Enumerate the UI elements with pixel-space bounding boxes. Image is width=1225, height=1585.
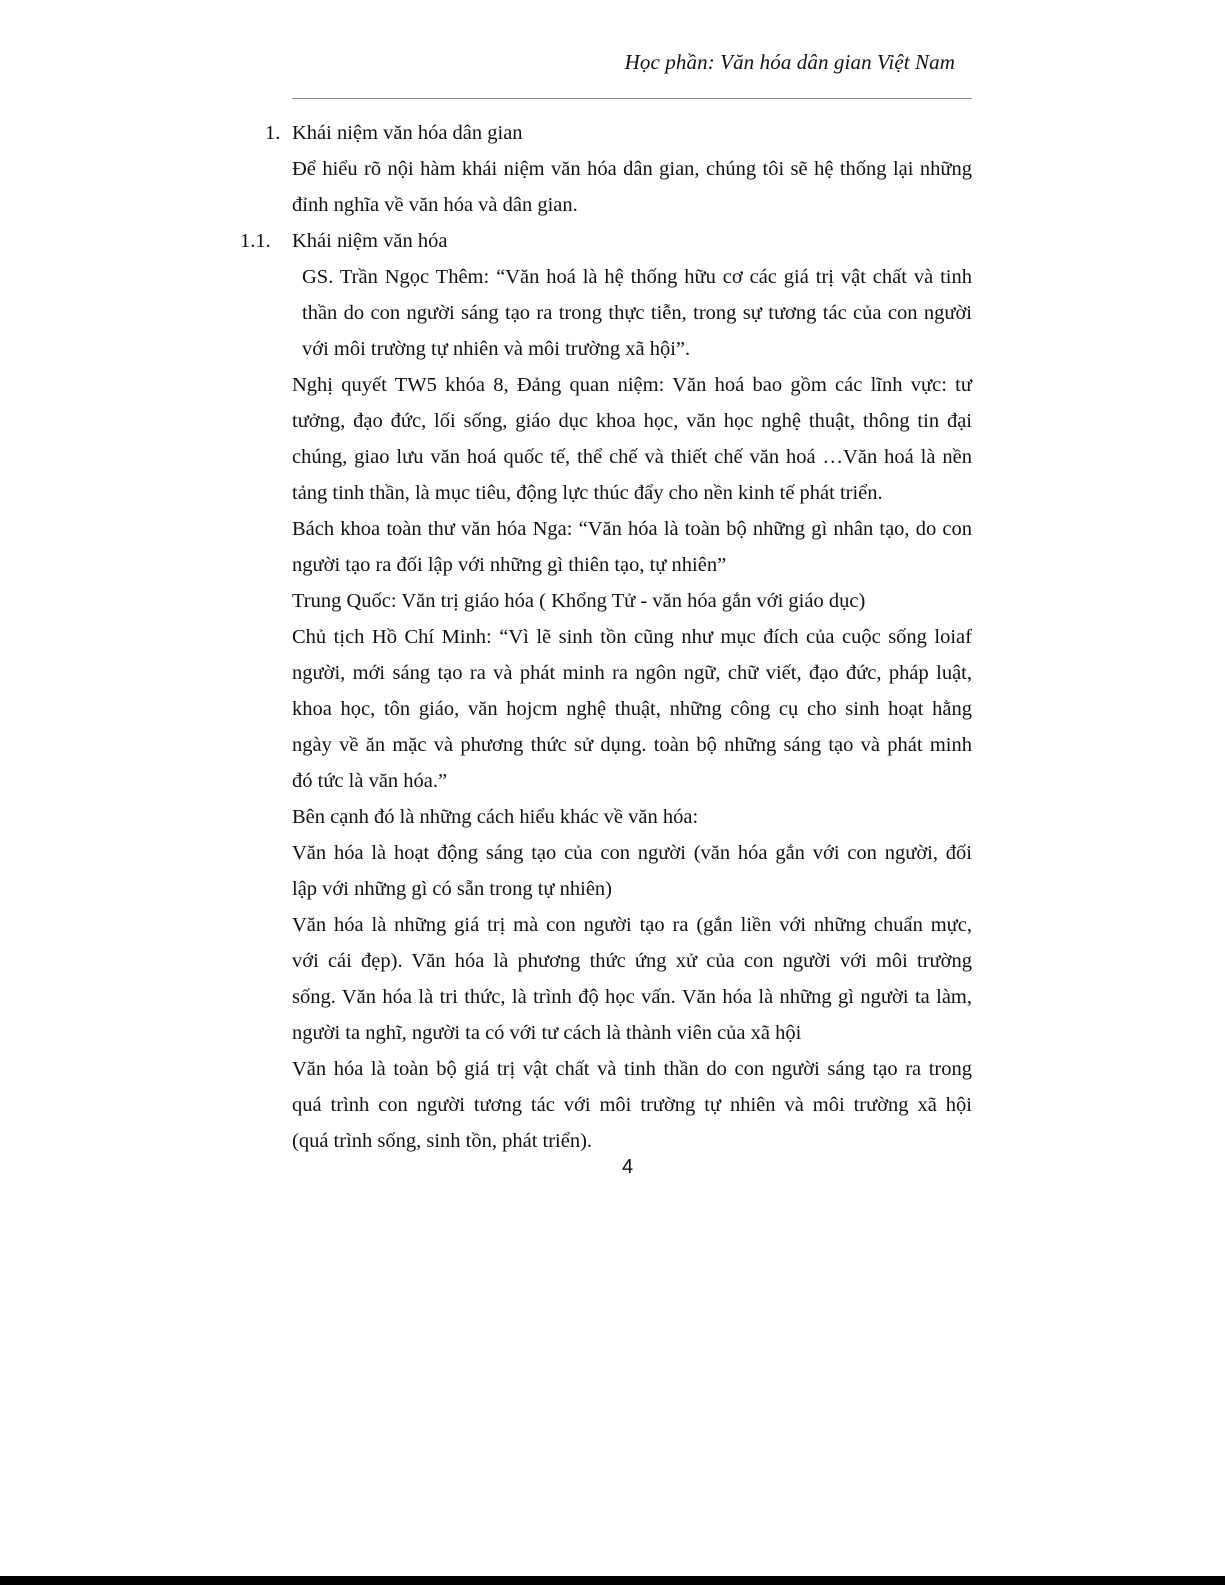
- text-line: Bách khoa toàn thư văn hóa Nga: “Văn hóa là toàn bộ những gì nhân tạo, do con: [292, 518, 972, 540]
- text-line: với cái đẹp). Văn hóa là phương thức ứng xử của con người với môi trường: [292, 950, 972, 972]
- text-line: người ta nghĩ, người ta có với tư cách là thành viên của xã hội: [292, 1022, 802, 1044]
- text-line: quá trình con người tương tác với môi trường tự nhiên và môi trường xã hội: [292, 1094, 972, 1116]
- text-line: tảng tinh thần, là mục tiêu, động lực thúc đẩy cho nền kinh tế phát triển.: [292, 482, 883, 504]
- text-line: đỉnh nghĩa về văn hóa và dân gian.: [292, 194, 578, 216]
- text-line: người, mới sáng tạo ra và phát minh ra ngôn ngữ, chữ viết, đạo đức, pháp luật,: [292, 662, 972, 684]
- section-number: 1.: [265, 122, 281, 144]
- text-line: với môi trường tự nhiên và môi trường xã hội”.: [302, 338, 691, 360]
- section-heading: Khái niệm văn hóa dân gian: [292, 122, 523, 144]
- text-line: Văn hóa là những giá trị mà con người tạo ra (gắn liền với những chuẩn mực,: [292, 914, 972, 936]
- text-line: GS. Trần Ngọc Thêm: “Văn hoá là hệ thống hữu cơ các giá trị vật chất và tinh: [302, 266, 972, 288]
- text-line: lập với những gì có sẵn trong tự nhiên): [292, 878, 613, 900]
- text-line: Trung Quốc: Văn trị giáo hóa ( Khổng Tử - văn hóa gắn với giáo dục): [292, 590, 866, 612]
- text-line: người tạo ra đối lập với những gì thiên tạo, tự nhiên”: [292, 554, 727, 576]
- text-line: Chủ tịch Hồ Chí Minh: “Vì lẽ sinh tồn cũng như mục đích của cuộc sống loiaf: [292, 626, 972, 648]
- text-line: Bên cạnh đó là những cách hiểu khác về văn hóa:: [292, 806, 699, 828]
- page-number: 4: [622, 1156, 634, 1178]
- subsection-number: 1.1.: [240, 230, 271, 252]
- text-line: khoa học, tôn giáo, văn hojcm nghệ thuật, những công cụ cho sinh hoạt hằng: [292, 698, 972, 720]
- bottom-edge-bar: [0, 1576, 1225, 1585]
- subsection-heading: Khái niệm văn hóa: [292, 230, 448, 252]
- text-line: Nghị quyết TW5 khóa 8, Đảng quan niệm: Văn hoá bao gồm các lĩnh vực: tư: [292, 374, 972, 396]
- header-divider: [292, 98, 972, 99]
- text-line: tưởng, đạo đức, lối sống, giáo dục khoa học, văn học nghệ thuật, thông tin đại: [292, 410, 972, 432]
- running-header: Học phần: Văn hóa dân gian Việt Nam: [624, 50, 955, 74]
- text-line: (quá trình sống, sinh tồn, phát triển).: [292, 1130, 593, 1152]
- text-line: sống. Văn hóa là tri thức, là trình độ học vấn. Văn hóa là những gì người ta làm,: [292, 986, 972, 1008]
- text-line: Văn hóa là toàn bộ giá trị vật chất và tinh thần do con người sáng tạo ra trong: [292, 1058, 972, 1080]
- text-line: Văn hóa là hoạt động sáng tạo của con người (văn hóa gắn với con người, đối: [292, 842, 972, 864]
- text-line: Để hiểu rõ nội hàm khái niệm văn hóa dân gian, chúng tôi sẽ hệ thống lại những: [292, 158, 972, 180]
- text-line: đó tức là văn hóa.”: [292, 770, 448, 792]
- text-line: thần do con người sáng tạo ra trong thực tiễn, trong sự tương tác của con người: [302, 302, 972, 324]
- text-line: chúng, giao lưu văn hoá quốc tế, thể chế và thiết chế văn hoá …Văn hoá là nền: [292, 446, 972, 468]
- text-line: ngày về ăn mặc và phương thức sử dụng. toàn bộ những sáng tạo và phát minh: [292, 734, 972, 756]
